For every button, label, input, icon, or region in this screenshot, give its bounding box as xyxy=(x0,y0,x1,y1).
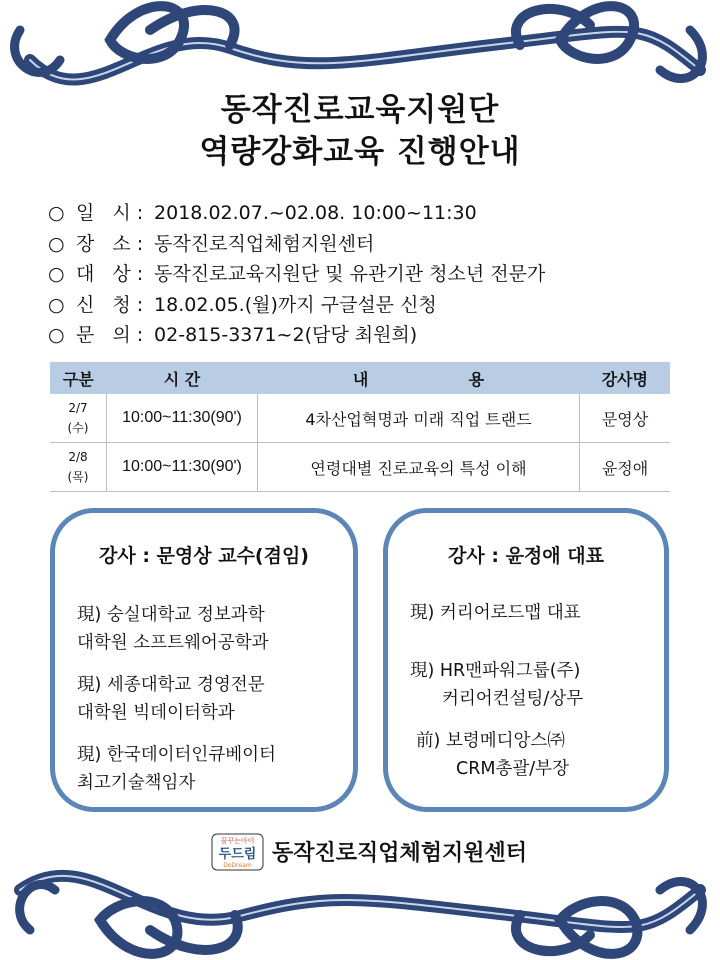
career-line: CRM총괄/부장 xyxy=(456,759,569,779)
page-title-line2: 역량강화교육 진행안내 xyxy=(199,134,521,170)
info-value: 동작진로직업체험지원센터 xyxy=(154,232,375,255)
schedule-table xyxy=(50,362,670,492)
lecturer-career-list xyxy=(77,601,276,811)
row-lecturer: 윤정애 xyxy=(580,443,671,492)
logo-subname: DoDream xyxy=(223,862,252,869)
bottom-ribbon-decoration xyxy=(0,850,720,960)
career-item xyxy=(410,657,583,713)
info-list xyxy=(48,198,545,351)
row-content: 4차산업혁명과 미래 직업 트랜드 xyxy=(258,394,580,443)
row-day: (목) xyxy=(67,470,89,484)
career-item xyxy=(77,601,276,657)
page-title-line1: 동작진로교육지원단 xyxy=(220,92,500,128)
header-content: 내 용 xyxy=(258,362,580,394)
row-division xyxy=(50,394,107,443)
circle-bullet-icon: ○ xyxy=(48,232,65,255)
info-row-date xyxy=(48,198,545,229)
career-line: 커리어컨설팅/상무 xyxy=(442,689,584,709)
circle-bullet-icon: ○ xyxy=(48,293,65,316)
logo-tagline: 꿈꾸는아이 xyxy=(220,837,255,845)
career-line: 現) HR맨파워그룹(주) xyxy=(410,661,581,681)
lecturer-career-list xyxy=(410,599,583,797)
table-row xyxy=(50,443,670,492)
row-division xyxy=(50,443,107,492)
footer-org-name: 동작진로직업체험지원센터 xyxy=(272,841,528,866)
circle-bullet-icon: ○ xyxy=(48,202,65,224)
info-label: 문 의: xyxy=(76,324,150,346)
info-value: 동작진로교육지원단 및 유관기관 청소년 전문가 xyxy=(154,263,546,285)
lecturer-card-right xyxy=(383,508,669,812)
table-row xyxy=(50,394,670,443)
career-item xyxy=(410,599,583,627)
row-date: 2/7 xyxy=(68,401,88,415)
career-line: 최고기술책임자 xyxy=(77,773,196,793)
circle-bullet-icon: ○ xyxy=(48,263,65,285)
career-line: 대학원 빅데이터학과 xyxy=(77,703,235,723)
row-time: 10:00~11:30(90') xyxy=(107,394,258,443)
header-division: 구분 xyxy=(50,362,107,394)
header-lecturer: 강사명 xyxy=(580,362,671,394)
info-label: 장 소: xyxy=(76,232,150,255)
lecturer-card-title: 강사 : 문영상 교수(겸임) xyxy=(99,545,309,567)
info-row-place xyxy=(48,229,545,260)
row-date: 2/8 xyxy=(68,450,88,464)
header-time: 시 간 xyxy=(107,362,258,394)
career-line: 現) 한국데이터인큐베이터 xyxy=(77,745,276,765)
info-value: 02-815-3371~2(담당 최원희) xyxy=(154,324,418,346)
logo-name: 두드림 xyxy=(218,847,257,862)
table-header-row xyxy=(50,362,670,394)
career-item xyxy=(77,741,276,797)
row-content: 연령대별 진로교육의 특성 이해 xyxy=(258,443,580,492)
info-label: 일 시: xyxy=(76,202,150,224)
info-row-target xyxy=(48,259,545,290)
row-lecturer: 문영상 xyxy=(580,394,671,443)
career-line: 現) 숭실대학교 정보과학 xyxy=(77,605,265,625)
row-time: 10:00~11:30(90') xyxy=(107,443,258,492)
career-line: 前) 보령메디앙스㈜ xyxy=(416,731,565,751)
info-value: 2018.02.07.~02.08. 10:00~11:30 xyxy=(154,202,477,224)
info-label: 대 상: xyxy=(76,263,150,285)
career-item xyxy=(77,671,276,727)
info-value: 18.02.05.(월)까지 구글설문 신청 xyxy=(154,293,437,316)
row-day: (수) xyxy=(67,421,89,435)
info-row-apply xyxy=(48,290,545,321)
circle-bullet-icon: ○ xyxy=(48,324,65,346)
career-line: 現) 세종대학교 경영전문 xyxy=(77,675,265,695)
career-item xyxy=(410,727,583,783)
info-label: 신 청: xyxy=(76,293,150,316)
lecturer-card-title: 강사 : 윤정애 대표 xyxy=(448,545,604,567)
career-line: 대학원 소프트웨어공학과 xyxy=(77,633,269,653)
career-line: 現) 커리어로드맵 대표 xyxy=(410,603,581,623)
info-row-contact xyxy=(48,320,545,351)
lecturer-card-left xyxy=(50,508,358,812)
